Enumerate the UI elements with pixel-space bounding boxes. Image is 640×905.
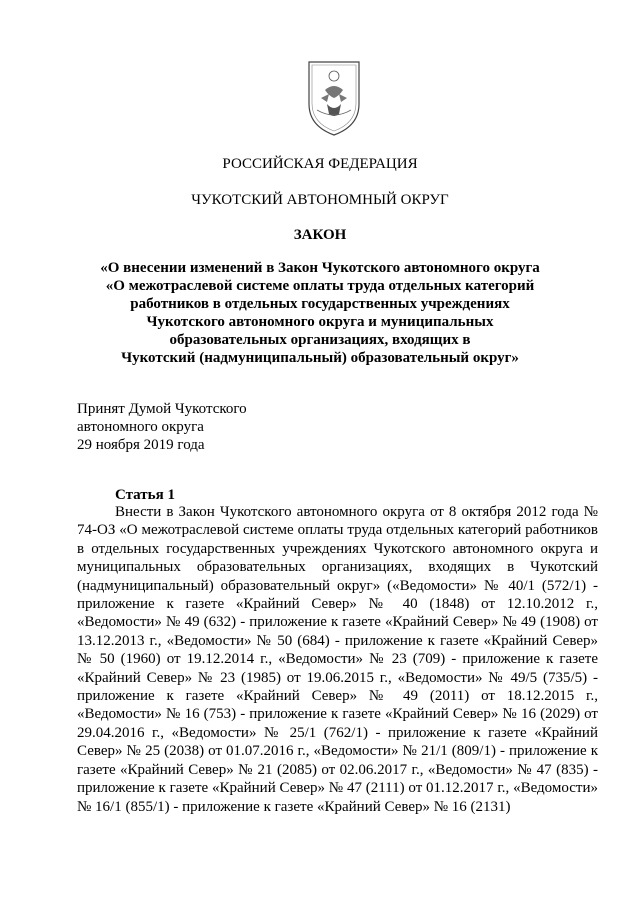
adoption-line: автономного округа bbox=[77, 419, 204, 435]
law-title-line: Чукотский (надмуниципальный) образовательный округ» bbox=[121, 350, 519, 366]
adoption-line: Принят Думой Чукотского bbox=[77, 401, 247, 417]
law-title-line: «О внесении изменений в Закон Чукотского автономного округа bbox=[100, 260, 540, 276]
adoption-date: 29 ноября 2019 года bbox=[77, 437, 205, 453]
law-title-line: Чукотского автономного округа и муниципальных bbox=[146, 314, 494, 330]
law-title bbox=[0, 259, 640, 367]
law-title-line: образовательных организациях, входящих в bbox=[169, 332, 471, 348]
article-heading: Статья 1 bbox=[115, 487, 175, 503]
article-body-text: Внести в Закон Чукотского автономного округа от 8 октября 2012 года № 74-ОЗ «О межотраслевой системе оплаты труда отдельных категорий работников в отдельных государственных учреждениях Чукотского автономного округа и муниципальных образовательных организациях, входящих в Чукотский (надмуниципальный) образовательный округ» («Ведомости» № 40/1 (572/1) - приложение к газете «Крайний Север» № 40 (1848) от 12.10.2012 г., «Ведомости» № 49 (632) - приложение к газете «Крайний Север» № 49 (1908) от 13.12.2013 г., «Ведомости» № 50 (684) - приложение к газете «Крайний Север» № 50 (1960) от 19.12.2014 г., «Ведомости» № 23 (709) - приложение к газете «Крайний Север» № 23 (1985) от 19.06.2015 г., «Ведомости» № 49/5 (735/5) - приложение к газете «Крайний Север» № 49 (2011) от 18.12.2015 г., «Ведомости» № 16 (753) - приложение к газете «Крайний Север» № 16 (2029) от 29.04.2016 г., «Ведомости» № 25/1 (762/1) - приложение к газете «Крайний Север» № 25 (2038) от 01.07.2016 г., «Ведомости» № 21/1 (809/1) - приложение к газете «Крайний Север» № 21 (2085) от 02.06.2017 г., «Ведомости» № 47 (835) - приложение к газете «Крайний Север» № 47 (2111) от 01.12.2017 г., «Ведомости» № 16/1 (855/1) - приложение к газете «Крайний Север» № 16 (2131) bbox=[77, 504, 598, 815]
document-type: ЗАКОН bbox=[293, 227, 347, 243]
country-name: РОССИЙСКАЯ ФЕДЕРАЦИЯ bbox=[222, 156, 418, 172]
law-title-line: «О межотраслевой системе оплаты труда отдельных категорий bbox=[105, 278, 535, 294]
law-title-line: работников в отдельных государственных учреждениях bbox=[130, 296, 510, 312]
coat-of-arms-emblem bbox=[303, 58, 365, 138]
adoption-info bbox=[77, 400, 247, 454]
region-name: ЧУКОТСКИЙ АВТОНОМНЫЙ ОКРУГ bbox=[191, 192, 449, 208]
